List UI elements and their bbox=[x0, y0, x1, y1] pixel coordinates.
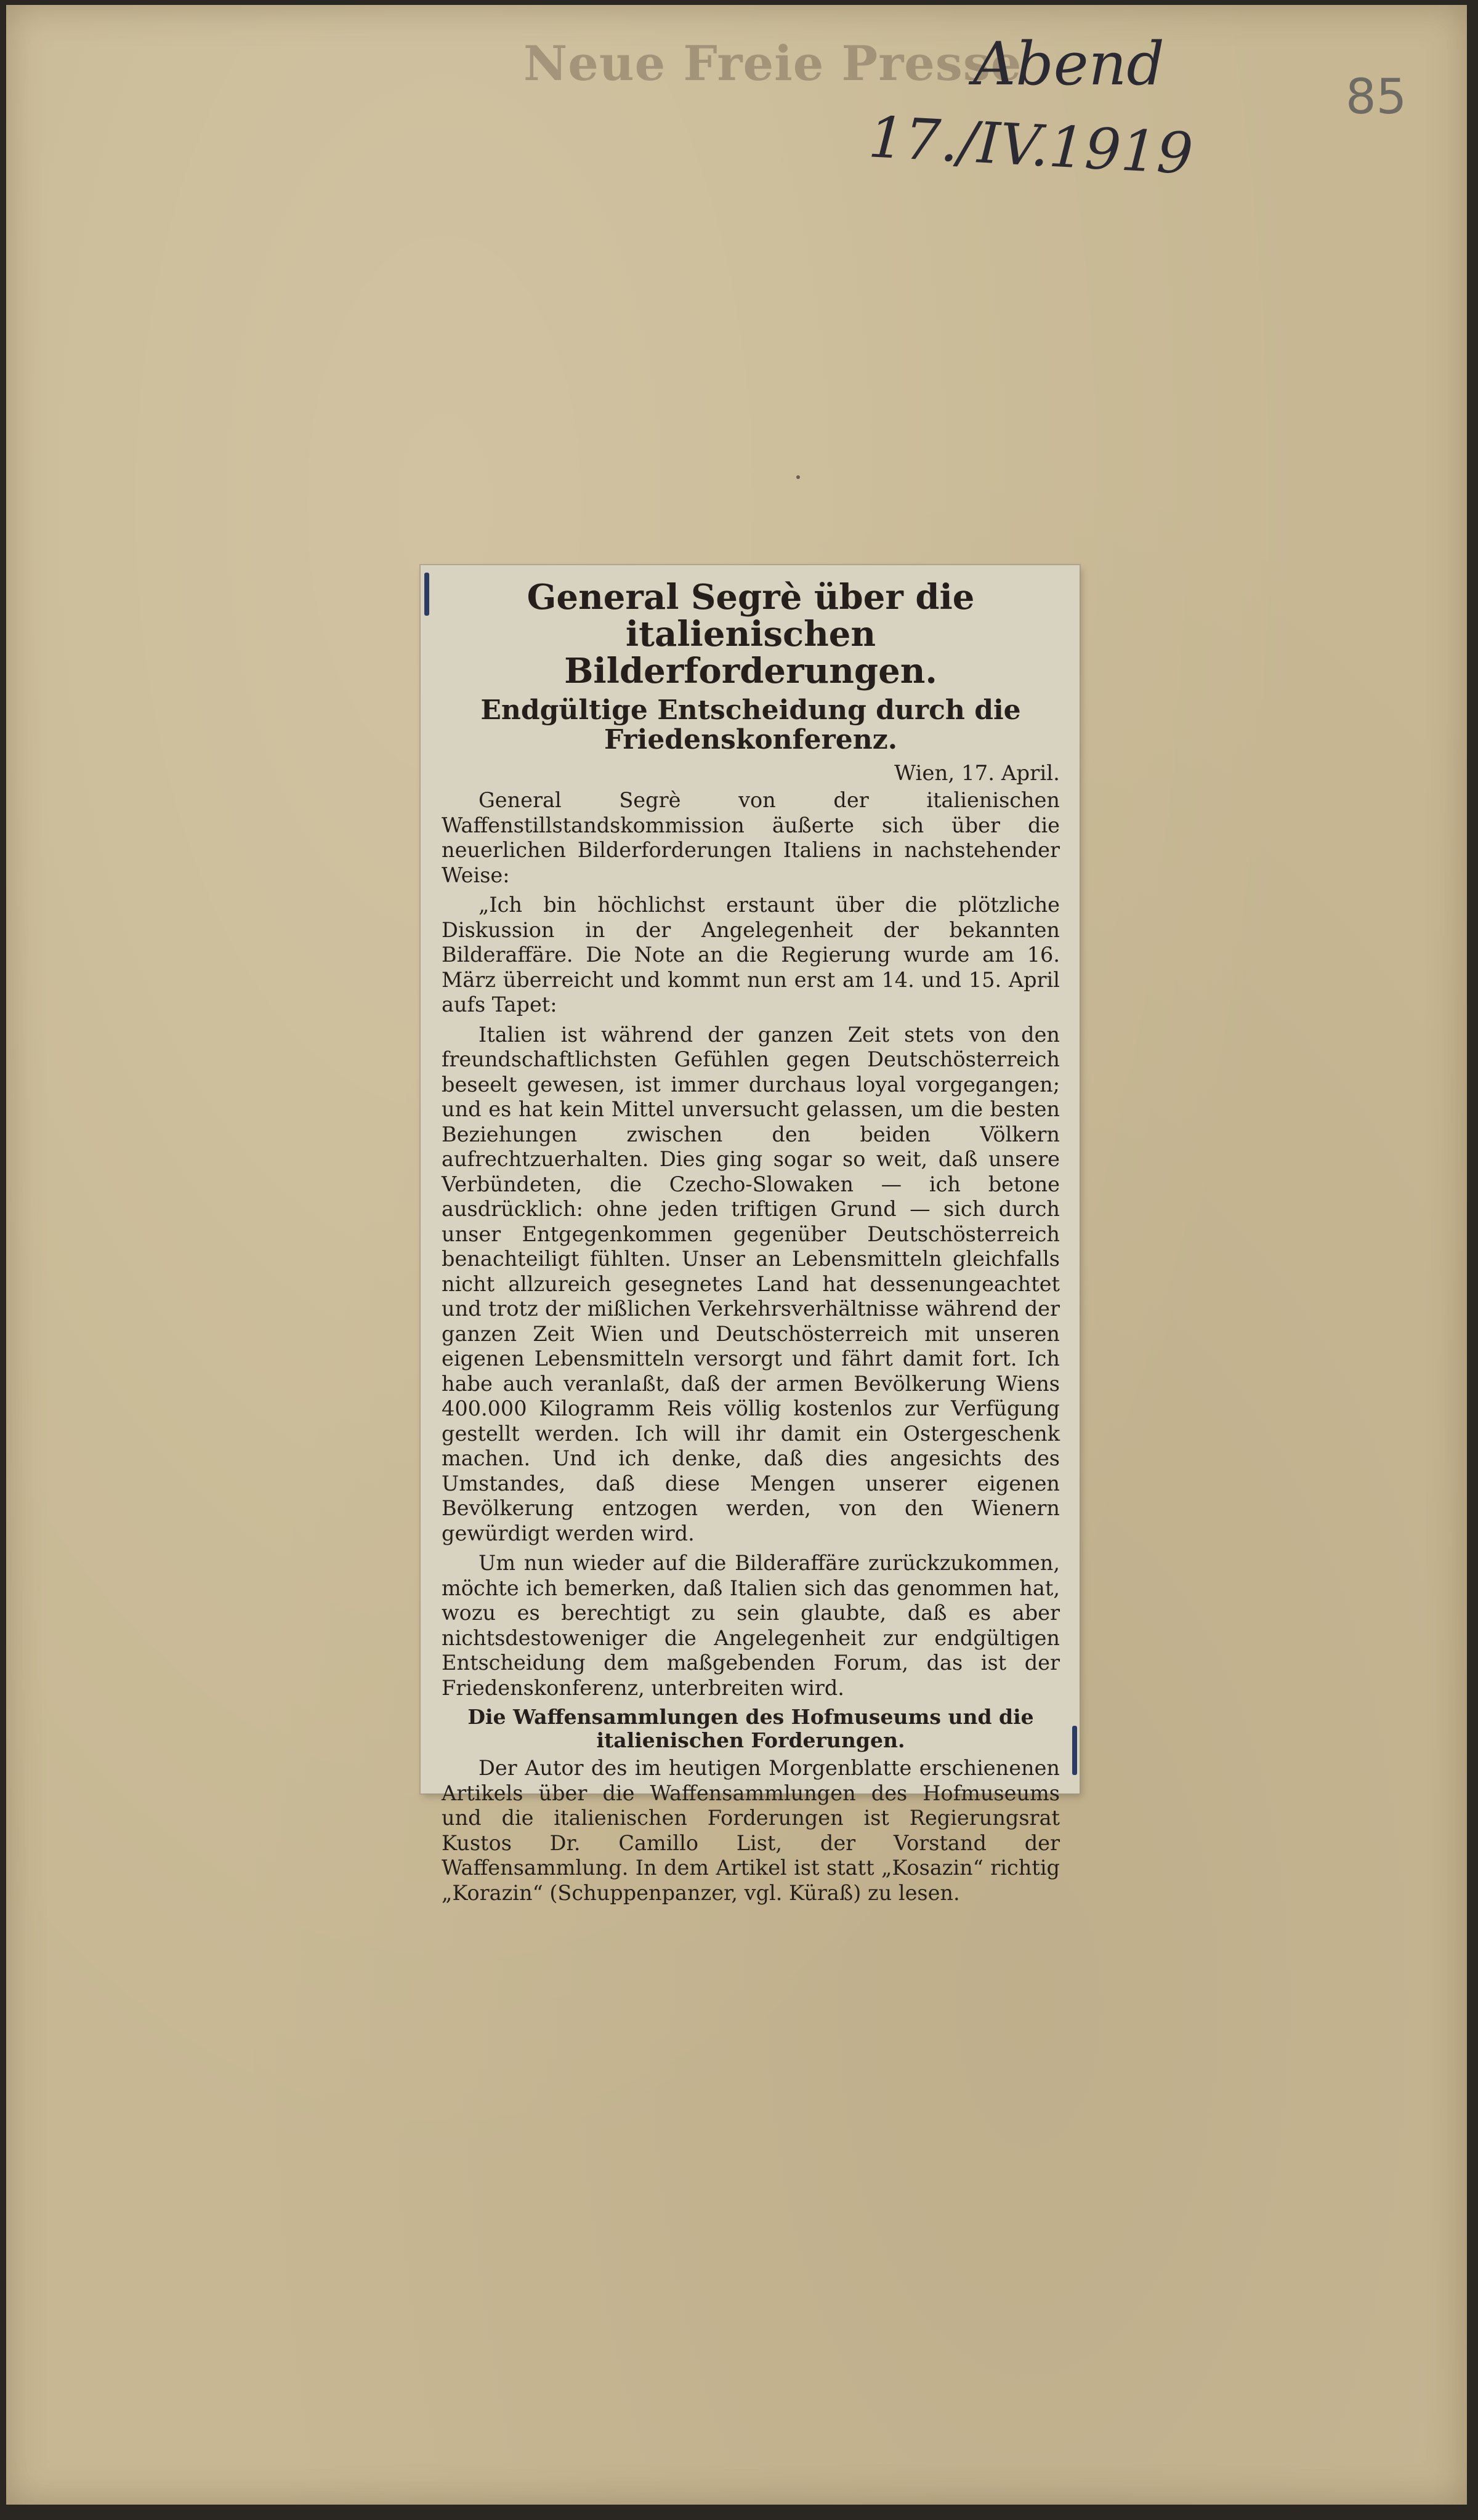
folio-number: 85 bbox=[1346, 70, 1407, 125]
closing-paragraph: Der Autor des im heutigen Morgenblatte erschienenen Artikels über die Waffensammlungen des Hofmuseums und die italienischen Forderungen ist Regierungsrat Kustos Dr. Camillo List, der Vorstand der Waffensammlung. In dem Artikel ist statt „Kosazin“ richtig „Korazin“ (Schuppenpanzer, vgl. Küraß) zu lesen. bbox=[442, 1756, 1060, 1905]
article-dateline: Wien, 17. April. bbox=[894, 761, 1060, 786]
paper-mark bbox=[796, 475, 800, 479]
section-heading: Die Waffensammlungen des Hofmuseums und die italienischen Forderungen. bbox=[467, 1705, 1034, 1752]
article-paragraph: „Ich bin höchlichst erstaunt über die plötzliche Diskussion in der Angelegenheit der bekannten Bilderaffäre. Die Note an die Regierung wurde am 16. März überreicht und kommt nun erst am 14. und 15. April aufs Tapet: bbox=[442, 893, 1060, 1016]
article-subheadline: Endgültige Entscheidung durch die Friedenskonferenz. bbox=[480, 694, 1021, 755]
handwritten-edition: Abend bbox=[973, 30, 1165, 99]
article-paragraph: General Segrè von der italienischen Waffenstillstandskommission äußerte sich über die neuerlichen Bilderforderungen Italiens in nachstehender Weise: bbox=[442, 788, 1060, 887]
newspaper-stamp: Neue Freie Presse bbox=[523, 36, 1022, 92]
article-headline: General Segrè über die italienischen Bilderforderungen. bbox=[527, 577, 975, 691]
article-paragraph: Italien ist während der ganzen Zeit stets von den freundschaftlichsten Gefühlen gegen Deutschösterreich beseelt gewesen, ist immer durchaus loyal vorgegangen; und es hat kein Mittel unversucht gelassen, um die besten Beziehungen zwischen den beiden Völkern aufrechtzuerhalten. Dies ging sogar so weit, daß unsere Verbündeten, die Czecho-Slowaken — ich betone ausdrücklich: ohne jeden triftigen Grund — sich durch unser Entgegenkommen gegenüber Deutschösterreich benachteiligt fühlten. Unser an Lebensmitteln gleichfalls nicht allzureich gesegnetes Land hat dessenungeachtet und trotz der mißlichen Verkehrsverhältnisse während der ganzen Zeit Wien und Deutschösterreich mit unseren eigenen Lebensmitteln versorgt und fährt damit fort. Ich habe auch veranlaßt, daß der armen Bevölkerung Wiens 400.000 Kilogramm Reis völlig kostenlos zur Verfügung gestellt werden. Ich will ihr damit ein Ostergeschenk machen. Und ich denke, daß dies angesichts des Umstandes, daß diese Mengen unserer eigenen Bevölkerung entzogen werden, von den Wienern gewürdigt werden wird. bbox=[442, 1022, 1060, 1545]
blue-pencil-mark-left bbox=[424, 573, 429, 616]
article-paragraph: Um nun wieder auf die Bilderaffäre zurückzukommen, möchte ich bemerken, daß Italien sich das genommen hat, wozu es berechtigt zu sein glaubte, daß es aber nichtsdestoweniger die Angelegenheit zur endgültigen Entscheidung dem maßgebenden Forum, das ist der Friedenskonferenz, unterbreiten wird. bbox=[442, 1551, 1060, 1700]
handwritten-date: 17./IV.1919 bbox=[866, 104, 1195, 187]
newspaper-clipping bbox=[421, 565, 1080, 1905]
blue-pencil-mark-right bbox=[1072, 1726, 1077, 1775]
